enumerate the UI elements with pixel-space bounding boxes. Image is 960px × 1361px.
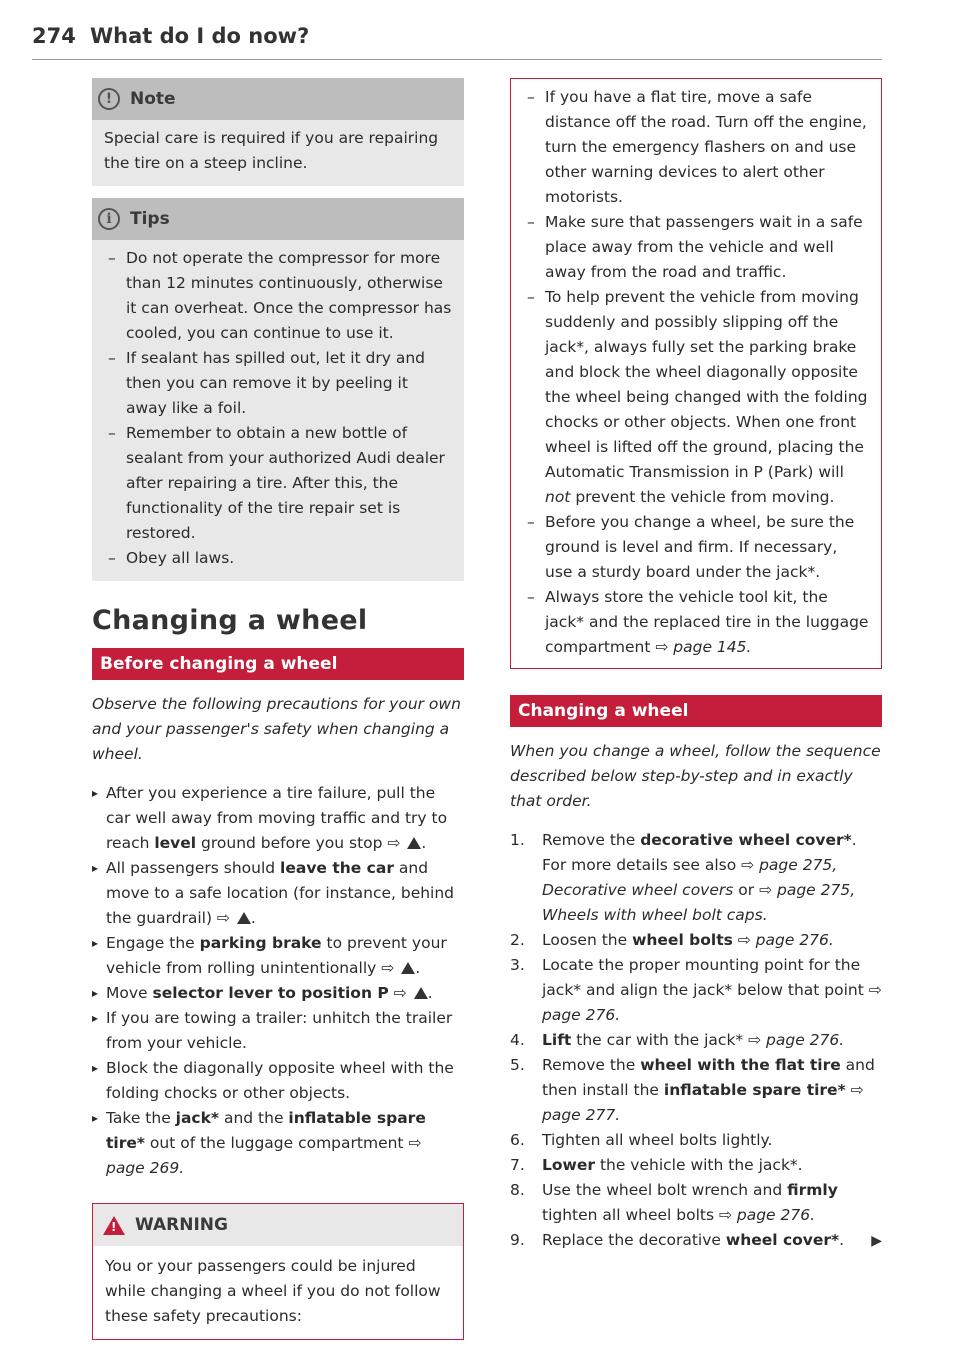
- page-link[interactable]: ⇨ page 276.: [718, 1206, 816, 1224]
- page-link[interactable]: ⇨ page 269.: [106, 1134, 422, 1177]
- left-column: [92, 78, 464, 1340]
- section-title: Changing a wheel: [92, 605, 368, 636]
- page-link[interactable]: ⇨ page 275, Wheels with wheel bolt caps.: [542, 881, 856, 924]
- precaution-item: ▸ Engage the parking brake to prevent your vehicle from rolling unintentionally ⇨ .: [92, 931, 464, 981]
- page-link[interactable]: ⇨ page 275, Decorative wheel covers: [542, 856, 838, 899]
- step-item: 9. Replace the decorative wheel cover*.: [510, 1231, 845, 1249]
- info-circle-icon: i: [98, 208, 120, 230]
- note-text: Special care is required if you are repairing the tire on a steep incline.: [104, 129, 439, 172]
- tip-item: – Obey all laws.: [104, 546, 452, 571]
- tips-header: [92, 198, 464, 240]
- page-link[interactable]: ⇨ page 145.: [655, 638, 752, 656]
- warning-item: – Always store the vehicle tool kit, the jack* and the replaced tire in the luggage compartment ⇨ page 145.: [523, 585, 869, 660]
- precaution-item: ▸ All passengers should leave the car and move to a safe location (for instance, behind the guardrail) ⇨ .: [92, 856, 464, 931]
- warning-label: WARNING: [135, 1215, 228, 1235]
- step-item: 8. Use the wheel bolt wrench and firmly tighten all wheel bolts ⇨ page 276.: [510, 1181, 838, 1224]
- changing-intro: When you change a wheel, follow the sequence described below step-by-step and in exactly that order.: [510, 742, 881, 810]
- header-rule: [32, 59, 882, 60]
- warning-item: – Make sure that passengers wait in a safe place away from the vehicle and well away from the road and traffic.: [523, 210, 869, 285]
- step-item: 5. Remove the wheel with the flat tire and then install the inflatable spare tire* ⇨ page 277.: [510, 1056, 875, 1124]
- tips-box: [92, 198, 464, 581]
- warning-text: You or your passengers could be injured while changing a wheel if you do not follow these safety precautions:: [105, 1257, 441, 1325]
- step-item: 4. Lift the car with the jack* ⇨ page 276.: [510, 1031, 845, 1049]
- page-link[interactable]: ⇨ page 276.: [732, 931, 834, 949]
- changing-wheel-bar: Changing a wheel: [510, 695, 882, 727]
- warning-triangle-icon: [407, 837, 421, 849]
- page-link[interactable]: ⇨ page 276.: [542, 981, 882, 1024]
- page-title: What do I do now?: [90, 24, 310, 48]
- tips-body: [92, 240, 464, 581]
- right-column: [510, 78, 882, 1263]
- precaution-item: ▸ Take the jack* and the inflatable spare tire* out of the luggage compartment ⇨ page 269.: [92, 1106, 464, 1181]
- warning-box: [92, 1203, 464, 1340]
- step-item: 2. Loosen the wheel bolts ⇨ page 276.: [510, 931, 834, 949]
- page-link[interactable]: ⇨ page 276.: [748, 1031, 845, 1049]
- warning-triangle-icon: [401, 962, 415, 974]
- step-item: 6. Tighten all wheel bolts lightly.: [510, 1131, 773, 1149]
- note-header: [92, 78, 464, 120]
- precaution-item: ▸ Block the diagonally opposite wheel with the folding chocks or other objects.: [92, 1056, 464, 1106]
- warning-header: [93, 1204, 463, 1246]
- note-label: Note: [130, 89, 176, 109]
- page-header: [32, 18, 882, 58]
- warning-item: – To help prevent the vehicle from moving suddenly and possibly slipping off the jack*, always fully set the parking brake and block the wheel diagonally opposite the wheel being changed with the folding chocks or other objects. When one front wheel is lifted off the ground, placing the Automatic Transmission in P (Park) will not prevent the vehicle from moving.: [523, 285, 869, 510]
- warning-triangle-icon: [237, 912, 251, 924]
- warning-item: – Before you change a wheel, be sure the ground is level and firm. If necessary, use a sturdy board under the jack*.: [523, 510, 869, 585]
- precaution-item: ▸ Move selector lever to position P ⇨ .: [92, 981, 464, 1006]
- step-item: 1. Remove the decorative wheel cover*. For more details see also ⇨ page 275, Decorative wheel covers or ⇨ page 275, Wheels with wheel bolt caps.: [510, 831, 857, 924]
- precaution-list: [92, 781, 464, 1181]
- warning-continued: [510, 78, 882, 669]
- warning-triangle-icon: [414, 987, 428, 999]
- tip-item: – Remember to obtain a new bottle of sealant from your authorized Audi dealer after repairing a tire. After this, the functionality of the tire repair set is restored.: [104, 421, 452, 546]
- step-item: 3. Locate the proper mounting point for the jack* and align the jack* below that point ⇨ page 276.: [510, 956, 882, 1024]
- tip-item: – If sealant has spilled out, let it dry and then you can remove it by peeling it away like a foil.: [104, 346, 452, 421]
- steps-list: [510, 828, 882, 1253]
- before-intro: Observe the following precautions for your own and your passenger's safety when changing a wheel.: [92, 695, 461, 763]
- exclamation-circle-icon: !: [98, 88, 120, 110]
- before-changing-bar: Before changing a wheel: [92, 648, 464, 680]
- tips-label: Tips: [130, 209, 170, 229]
- warning-item: – If you have a flat tire, move a safe distance off the road. Turn off the engine, turn the emergency flashers on and use other warning devices to alert other motorists.: [523, 85, 869, 210]
- precaution-item: ▸ If you are towing a trailer: unhitch the trailer from your vehicle.: [92, 1006, 464, 1056]
- warning-icon: [103, 1216, 125, 1235]
- page-link[interactable]: ⇨ page 277.: [542, 1081, 864, 1124]
- page-number: 274: [32, 24, 76, 48]
- note-box: [92, 78, 464, 186]
- precaution-item: ▸ After you experience a tire failure, pull the car well away from moving traffic and try to reach level ground before you stop ⇨ .: [92, 781, 464, 856]
- continue-arrow-icon: ▶: [871, 1233, 882, 1249]
- step-item: 7. Lower the vehicle with the jack*.: [510, 1156, 803, 1174]
- tip-item: – Do not operate the compressor for more than 12 minutes continuously, otherwise it can overheat. Once the compressor has cooled, you can continue to use it.: [104, 246, 452, 346]
